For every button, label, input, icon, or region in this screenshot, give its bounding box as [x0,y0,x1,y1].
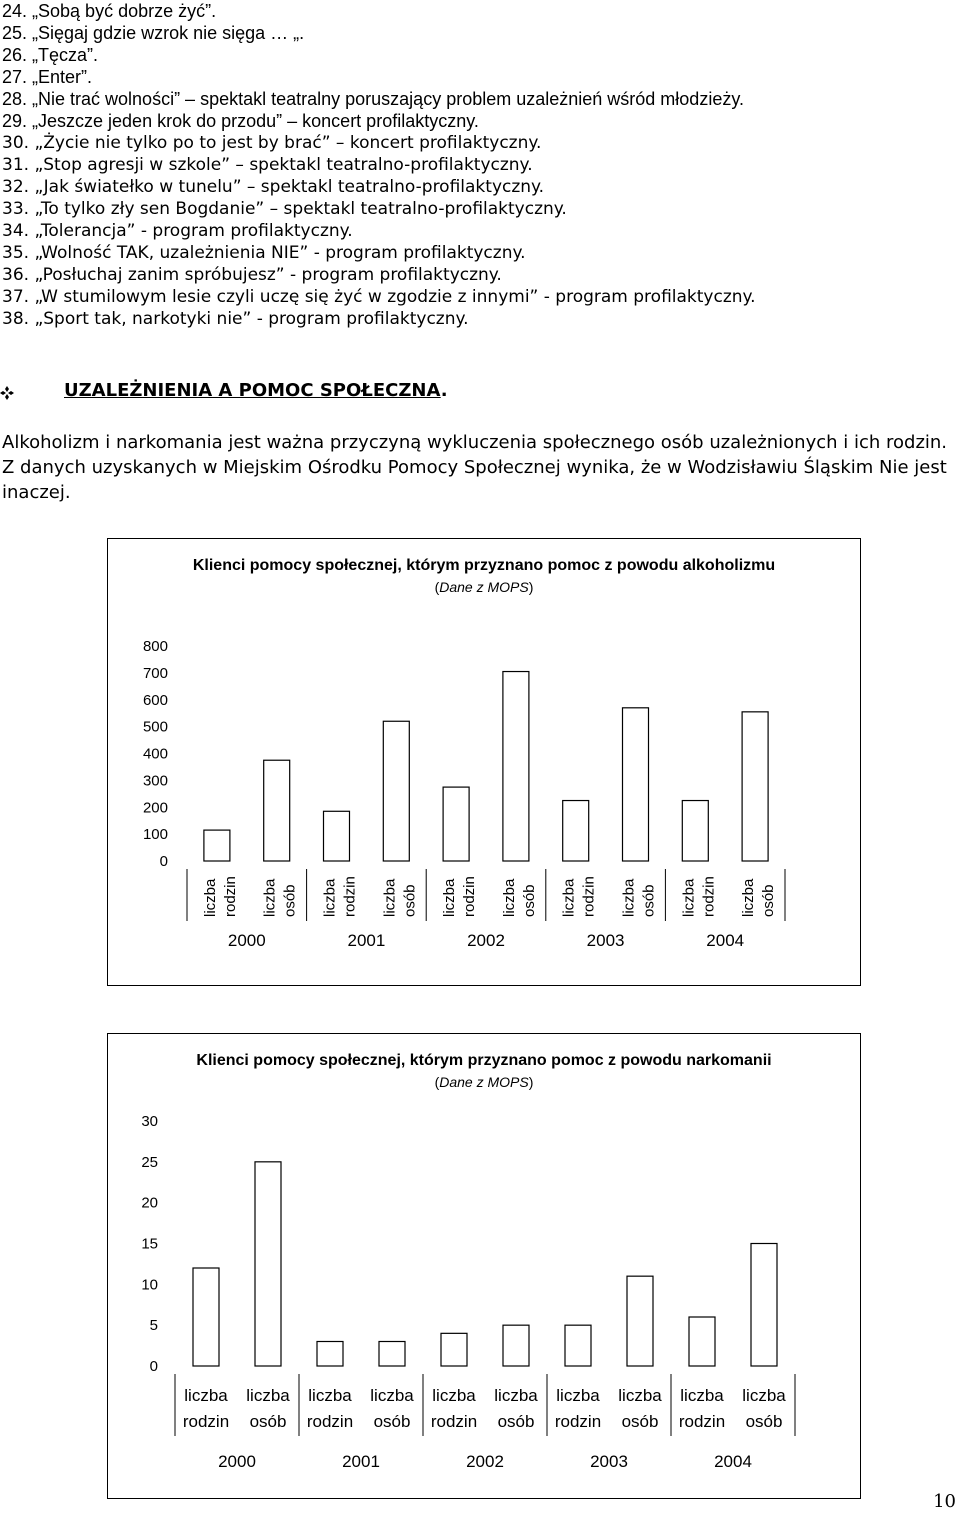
intro-paragraph: Alkoholizm i narkomania jest ważna przyczyną wykluczenia społecznego osób uzależnionych i ich rodzin. Z danych uzyskanych w Miejskim Ośrodku Pomocy Społecznej wynika, że w Wodzisławiu Śląskim Nie jest inaczej. [2,432,948,503]
x-tick-label: liczba osób [740,878,778,917]
chart-drug-addiction [107,1033,861,1499]
bar [682,801,708,861]
chart-plot [108,1034,860,1498]
list-item: 33. „To tylko zły sen Bogdanie” – spektakl teatralno-profilaktyczny. [2,199,567,219]
y-tick-label: 300 [142,772,168,790]
x-tick-label: liczba rodzin [441,876,479,917]
list-item: 26. „Tęcza”. [2,45,99,65]
group-label: 2003 [590,1452,628,1471]
chart-alcoholism [107,538,861,986]
page-number: 10 [933,1491,956,1512]
x-tick-label: liczba [680,1386,724,1405]
group-label: 2004 [714,1452,752,1471]
bar [443,787,469,861]
x-tick-label: liczba [370,1386,414,1405]
list-item: 38. „Sport tak, narkotyki nie” - program profilaktyczny. [2,309,469,329]
list-item: 25. „Sięgaj gdzie wzrok nie sięga … „. [2,23,305,43]
chart-title: Klienci pomocy społecznej, którym przyznano pomoc z powodu alkoholizmu [192,557,776,574]
x-tick-label: rodzin [554,1412,602,1431]
bar [255,1162,281,1366]
x-tick-label: liczba osób [261,878,299,917]
list-item: 29. „Jeszcze jeden krok do przodu” – koncert profilaktyczny. [2,111,479,131]
y-tick-label: 200 [142,799,168,817]
list-item: 24. „Sobą być dobrze żyć”. [2,1,217,21]
y-tick-label: 0 [149,1358,158,1375]
group-label: 2002 [467,931,505,950]
bar [441,1333,467,1366]
x-tick-label: liczba osób [500,878,538,917]
list-item: 27. „Enter”. [2,67,93,87]
y-tick-label: 20 [141,1194,158,1212]
bar [317,1342,343,1367]
bar [751,1244,777,1367]
group-label: 2000 [227,931,266,950]
x-tick-label: osób [745,1412,783,1431]
list-item: 35. „Wolność TAK, uzależnienia NIE” - program profilaktyczny. [2,243,526,263]
subtitle-source: Dane z MOPS [439,579,529,595]
y-tick-label: 700 [142,664,168,682]
x-tick-label: osób [373,1412,411,1431]
subtitle-open: ( [434,1074,440,1090]
x-tick-label: liczba rodzin [680,876,718,917]
y-tick-label: 30 [141,1113,158,1130]
x-tick-label: liczba osób [620,878,658,917]
group-label: 2002 [466,1452,504,1471]
x-tick-label: rodzin [306,1412,354,1431]
x-tick-label: liczba [742,1386,786,1405]
x-tick-label: liczba [246,1386,290,1405]
group-label: 2003 [586,931,625,950]
group-label: 2001 [342,1452,380,1471]
x-tick-label: liczba osób [381,878,419,917]
group-label: 2001 [347,931,386,950]
x-tick-label: liczba rodzin [201,876,239,917]
bar [204,830,230,861]
bar [689,1317,715,1366]
section-heading [0,380,448,401]
y-tick-label: 5 [149,1317,158,1335]
bar [383,721,409,861]
x-tick-label: rodzin [182,1412,230,1431]
diamond-bullet-icon [0,384,14,398]
x-tick-label: osób [249,1412,287,1431]
x-tick-label: liczba [308,1386,352,1405]
bar [742,712,768,861]
y-tick-label: 10 [141,1276,158,1294]
x-tick-label: liczba rodzin [560,876,598,917]
x-tick-label: liczba [556,1386,600,1405]
bar [503,1325,529,1366]
y-tick-label: 800 [142,638,168,655]
bar [627,1276,653,1366]
bar [563,801,589,861]
x-tick-label: liczba [432,1386,476,1405]
y-tick-label: 25 [141,1153,158,1171]
x-tick-label: rodzin [678,1412,726,1431]
x-tick-label: liczba [494,1386,538,1405]
bar [264,760,290,861]
bar [503,672,529,861]
bar [565,1325,591,1366]
x-tick-label: liczba [184,1386,228,1405]
list-item: 31. „Stop agresji w szkole” – spektakl teatralno-profilaktyczny. [2,155,533,175]
bar [193,1268,219,1366]
chart-title: Klienci pomocy społecznej, którym przyznano pomoc z powodu narkomanii [196,1052,772,1069]
bar [623,708,649,861]
y-tick-label: 500 [142,718,168,736]
list-item: 37. „W stumilowym lesie czyli uczę się żyć w zgodzie z innymi” - program profilaktyczny. [2,287,756,307]
list-item: 32. „Jak światełko w tunelu” – spektakl teatralno-profilaktyczny. [2,177,545,197]
list-item: 28. „Nie trać wolności” – spektakl teatralny poruszający problem uzależnień wśród młodzieży. [2,89,744,109]
section-title: UZALEŻNIENIA A POMOC SPOŁECZNA [64,380,441,401]
y-tick-label: 600 [142,691,168,709]
subtitle-close: ) [528,579,534,595]
subtitle-source: Dane z MOPS [439,1074,529,1090]
list-item: 30. „Życie nie tylko po to jest by brać” – koncert profilaktyczny. [2,133,542,153]
x-tick-label: liczba rodzin [321,876,359,917]
x-tick-label: osób [621,1412,659,1431]
bar [324,811,350,861]
y-tick-label: 400 [142,745,168,763]
y-tick-label: 0 [159,853,168,870]
y-tick-label: 100 [142,826,168,844]
list-item: 34. „Tolerancja” - program profilaktyczny. [2,221,353,241]
subtitle-close: ) [528,1074,534,1090]
y-tick-label: 15 [141,1235,158,1253]
group-label: 2000 [218,1452,256,1471]
x-tick-label: osób [497,1412,535,1431]
x-tick-label: liczba [618,1386,662,1405]
bar [379,1342,405,1367]
chart-plot [108,539,860,985]
section-title-period: . [440,380,448,401]
x-tick-label: rodzin [430,1412,478,1431]
subtitle-open: ( [434,579,440,595]
list-item: 36. „Posłuchaj zanim spróbujesz” - program profilaktyczny. [2,265,502,285]
group-label: 2004 [706,931,745,950]
